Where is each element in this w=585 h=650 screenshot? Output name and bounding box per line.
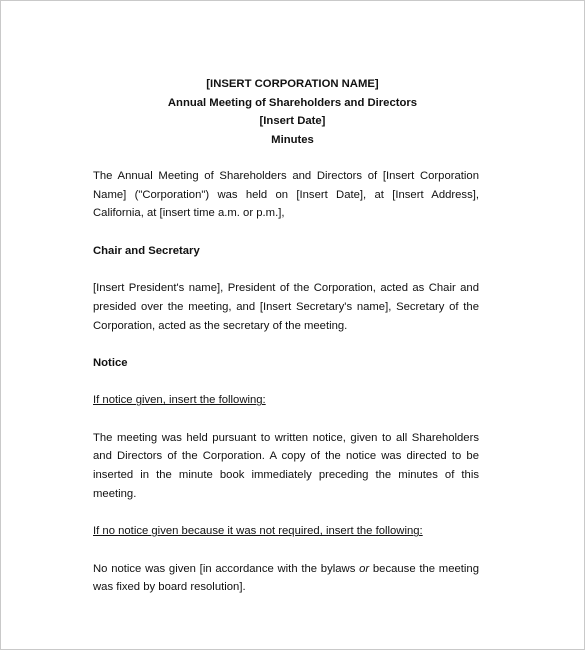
no-notice-text-or: or [359,562,370,575]
chair-secretary-paragraph: [Insert President's name], President of the Corporation, acted as Chair and presided over the meeting, and [Insert Secretary's name], Secretary of the Corporation, acted as the secretary of the meeting. [93,282,479,332]
corporation-name-title: [INSERT CORPORATION NAME] [206,78,379,90]
meeting-date: [Insert Date] [259,115,326,128]
intro-paragraph: The Annual Meeting of Shareholders and Directors of [Insert Corporation Name] ("Corporation") was held on [Insert Date], at [Insert Address], California, at [insert time a.m. or p.m.], [93,170,479,220]
notice-heading: Notice [93,356,128,369]
document-type: Minutes [271,134,314,147]
document-body [93,167,479,616]
notice-given-paragraph: The meeting was held pursuant to written notice, given to all Shareholders and Directors of the Corporation. A copy of the notice was directed to be inserted in the minute book immediately preceding the minutes of this meeting. [93,431,479,500]
notice-given-instruction: If notice given, insert the following: [93,394,266,407]
meeting-title: Annual Meeting of Shareholders and Directors [167,96,418,109]
no-notice-text-part2: because the meeting was fixed by board resolution]. [93,562,479,594]
document-header [1,75,584,150]
no-notice-paragraph [93,560,479,597]
no-notice-instruction: If no notice given because it was not required, insert the following: [93,525,423,538]
no-notice-text-part1: No notice was given [in accordance with the bylaws [93,562,360,575]
chair-secretary-heading: Chair and Secretary [93,244,200,257]
